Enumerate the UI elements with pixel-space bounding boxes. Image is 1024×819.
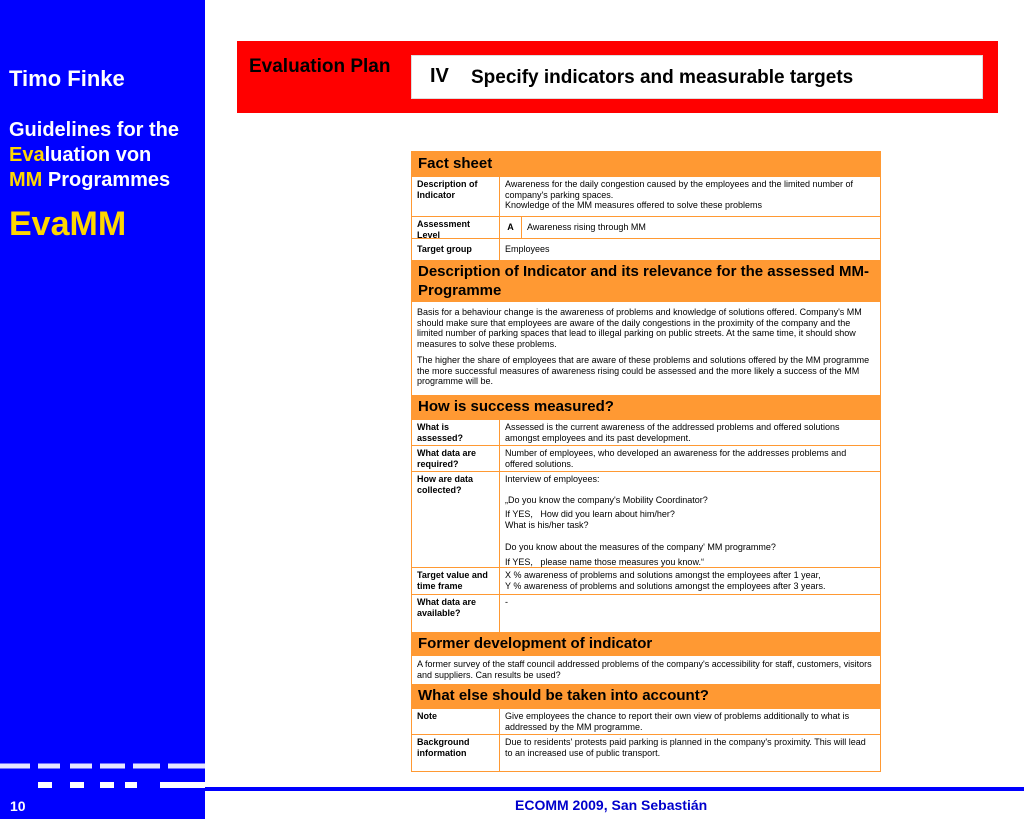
assessment-code: A [500, 217, 522, 238]
author-name: Timo Finke [9, 66, 125, 91]
assessment-label: Assessment Level [412, 217, 500, 238]
header-banner [237, 41, 998, 113]
fact-sheet-heading: Fact sheet [412, 152, 880, 176]
target-line-1: X % awareness of problems and solutions amongst the employees after 1 year, [505, 570, 821, 580]
footer-divider [205, 787, 1024, 791]
collection-value [500, 472, 880, 569]
header-title-box [411, 55, 983, 99]
background-value: Due to residents' protests paid parking is planned in the company's proximity. This will lead to an increased use of public transport. [505, 737, 866, 758]
footer-logo-graphic [0, 760, 205, 794]
note-label: Note [412, 709, 500, 734]
guidelines-line-3 [9, 168, 205, 193]
fact-sheet-table [411, 151, 881, 772]
description-row [412, 176, 880, 216]
assessment-row [412, 216, 880, 238]
relevance-heading: Description of Indicator and its relevance for the assessed MM-Programme [412, 260, 880, 302]
relevance-paragraph-2: The higher the share of employees that are aware of these problems and solutions offered by the MM programme the more successful measures of awareness rising could be assessed and the more likely a success of the MM programme will be. [417, 355, 870, 386]
guidelines-highlight-eva: Eva [9, 144, 45, 166]
what-assessed-label: What is assessed? [412, 420, 500, 445]
chapter-number: IV [430, 65, 449, 87]
collection-line-5: Do you know about the measures of the company' MM programme? [505, 542, 776, 552]
relevance-paragraph-1: Basis for a behaviour change is the awareness of problems and knowledge of solutions offered. Company's MM should make sure that employees are aware of the daily congestions in the proximity of the company and the limited number of parking spaces that lead to illegal parking on public streets. At the same time, it should show measures to solve these problems. [417, 307, 862, 349]
description-line-2: Knowledge of the MM measures offered to solve these problems [505, 200, 762, 210]
collection-line-3: If YES, How did you learn about him/her? [505, 509, 675, 519]
sidebar [0, 0, 205, 819]
target-group-label: Target group [412, 239, 500, 260]
collection-line-4: What is his/her task? [505, 519, 589, 530]
collection-line-1: Interview of employees: [505, 474, 600, 484]
target-line-2: Y % awareness of problems and solutions amongst the employees after 3 years. [505, 580, 826, 591]
collection-row [412, 471, 880, 567]
data-required-label: What data are required? [412, 446, 500, 471]
section-title: Evaluation Plan [249, 56, 391, 77]
guidelines-title [9, 118, 205, 193]
data-available-row [412, 594, 880, 632]
data-required-row [412, 445, 880, 471]
collection-label: How are data collected? [412, 472, 500, 567]
collection-line-6: If YES, please name those measures you know.“ [505, 556, 704, 567]
guidelines-highlight-mm: MM [9, 169, 43, 191]
description-line-1: Awareness for the daily congestion caused by the employees and the limited number of company's parking spaces. [505, 179, 854, 200]
target-group-row [412, 238, 880, 260]
collection-line-2: „Do you know the company's Mobility Coordinator? [505, 494, 708, 505]
background-row [412, 734, 880, 771]
page-number: 10 [10, 798, 26, 814]
else-heading: What else should be taken into account? [412, 684, 880, 708]
former-heading: Former development of indicator [412, 632, 880, 656]
target-value-value [500, 568, 880, 593]
success-heading: How is success measured? [412, 395, 880, 419]
guidelines-line-2 [9, 143, 205, 168]
brand-title: EvaMM [9, 205, 127, 243]
what-assessed-row [412, 419, 880, 445]
guidelines-line-2-rest: luation von [44, 144, 152, 166]
guidelines-line-3-rest: Programmes [42, 169, 171, 191]
what-assessed-value: Assessed is the current awareness of the addressed problems and offered solutions amongst employees and its past development. [505, 422, 840, 443]
target-value-label: Target value and time frame [412, 568, 500, 594]
note-value: Give employees the chance to report their own view of problems additionally to what is addressed by the MM programme. [505, 711, 850, 732]
data-available-value: - [505, 597, 508, 607]
target-group-value: Employees [505, 244, 550, 254]
description-value [500, 177, 880, 213]
background-label: Background information [412, 735, 500, 771]
former-text: A former survey of the staff council addressed problems of the company's accessibility for staff, customers, visitors and suppliers. Can results be used? [417, 659, 872, 680]
note-row [412, 708, 880, 734]
relevance-text [412, 307, 880, 387]
data-available-label: What data are available? [412, 595, 500, 632]
guidelines-line-1: Guidelines for the [9, 119, 180, 141]
target-value-row [412, 567, 880, 594]
page-title: Specify indicators and measurable targets [471, 67, 854, 88]
assessment-value: Awareness rising through MM [527, 222, 646, 232]
description-label: Description of Indicator [412, 177, 500, 216]
footer-text: ECOMM 2009, San Sebastián [515, 797, 708, 813]
data-required-value: Number of employees, who developed an awareness for the addresses problems and offered solutions. [505, 448, 847, 469]
